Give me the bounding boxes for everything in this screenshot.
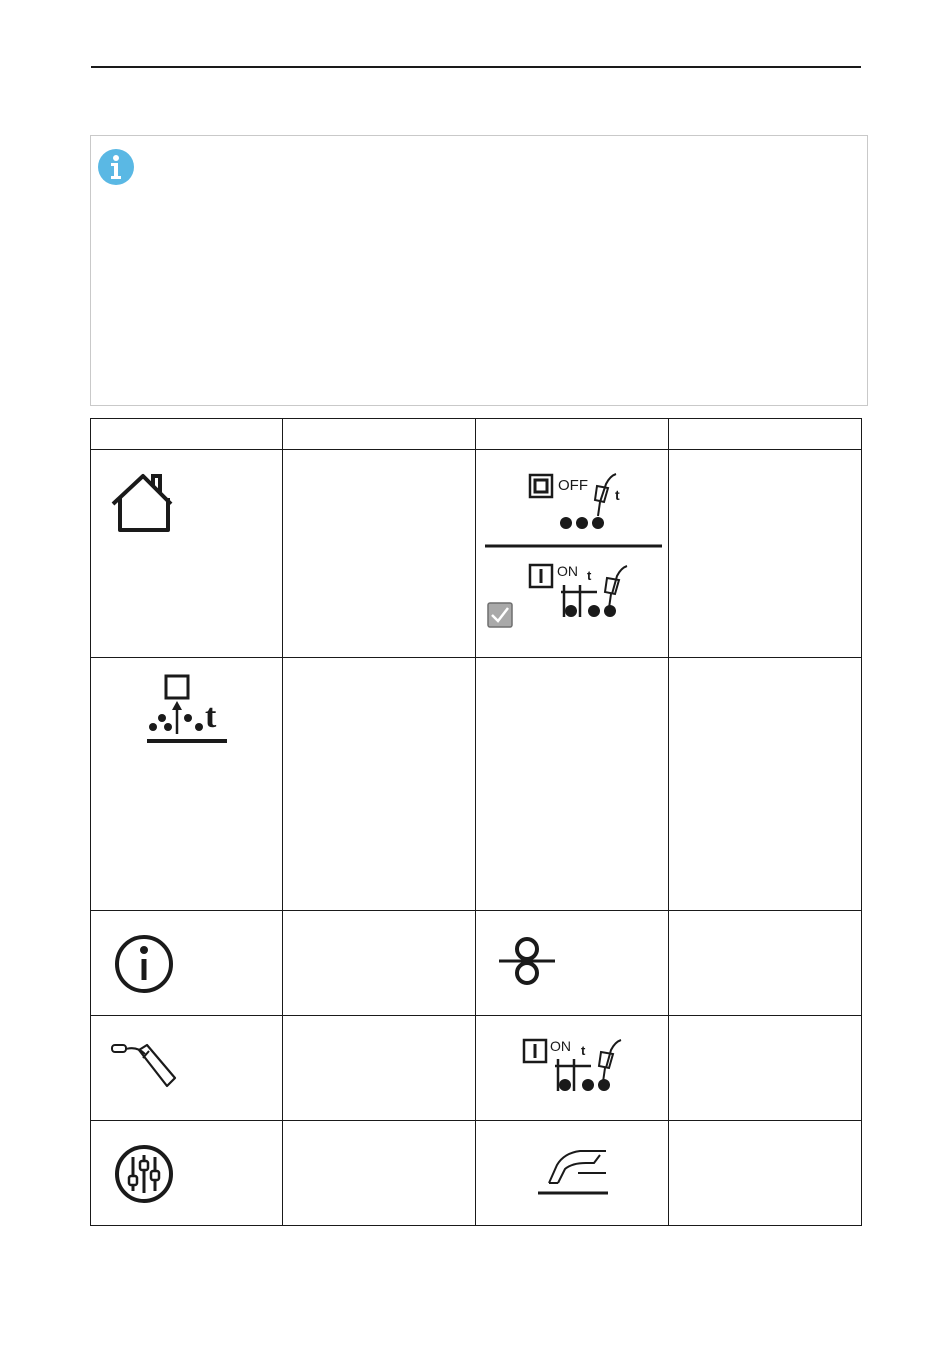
table-header-cell: [283, 419, 476, 450]
info-icon: [97, 148, 135, 186]
table-cell: [283, 1016, 476, 1121]
table-cell: [91, 1121, 283, 1226]
table-header-cell: [476, 419, 669, 450]
table-cell: [283, 1121, 476, 1226]
t-label-off: t: [615, 487, 620, 503]
table-cell: [91, 450, 283, 658]
home-icon: [109, 470, 175, 536]
table-cell: [476, 911, 669, 1016]
wire-feed-rollers-icon: [496, 933, 558, 993]
table-cell: [283, 450, 476, 658]
info-circle-icon: [113, 933, 175, 995]
table-header-row: [91, 419, 862, 450]
table-header-cell: [91, 419, 283, 450]
table-cell: [669, 1016, 862, 1121]
settings-sliders-icon: [113, 1143, 175, 1205]
off-label: OFF: [558, 477, 588, 494]
table-cell: [669, 1121, 862, 1226]
gas-preflow-time-icon: [141, 672, 231, 748]
checkbox[interactable]: [488, 603, 512, 627]
welding-torch-icon: [109, 1040, 177, 1092]
t-label: t: [205, 698, 217, 735]
table-header-cell: [669, 419, 862, 450]
start-mode-off-on-icon: [476, 450, 668, 656]
table-cell: [476, 1121, 669, 1226]
torch-workpiece-icon: [534, 1143, 614, 1199]
table-cell: [476, 1016, 669, 1121]
table-cell: [669, 911, 862, 1016]
table-cell: [91, 658, 283, 911]
t-label-on: t: [587, 568, 592, 583]
table-cell: [476, 450, 669, 658]
table-row: [91, 450, 862, 658]
t-label-on: t: [581, 1043, 586, 1058]
on-label: ON: [550, 1038, 571, 1054]
table-cell: [669, 450, 862, 658]
table-cell: [283, 911, 476, 1016]
symbol-table: [90, 418, 862, 1226]
on-label: ON: [557, 563, 578, 579]
table-cell: [283, 658, 476, 911]
table-row: [91, 1121, 862, 1226]
table-cell: [91, 1016, 283, 1121]
table-cell: [91, 911, 283, 1016]
table-row: [91, 1016, 862, 1121]
note-box: [90, 135, 868, 406]
table-row: [91, 911, 862, 1016]
start-mode-on-icon: [520, 1032, 630, 1098]
table-row: [91, 658, 862, 911]
table-cell: [476, 658, 669, 911]
table-cell: [669, 658, 862, 911]
header-rule: [91, 66, 861, 68]
